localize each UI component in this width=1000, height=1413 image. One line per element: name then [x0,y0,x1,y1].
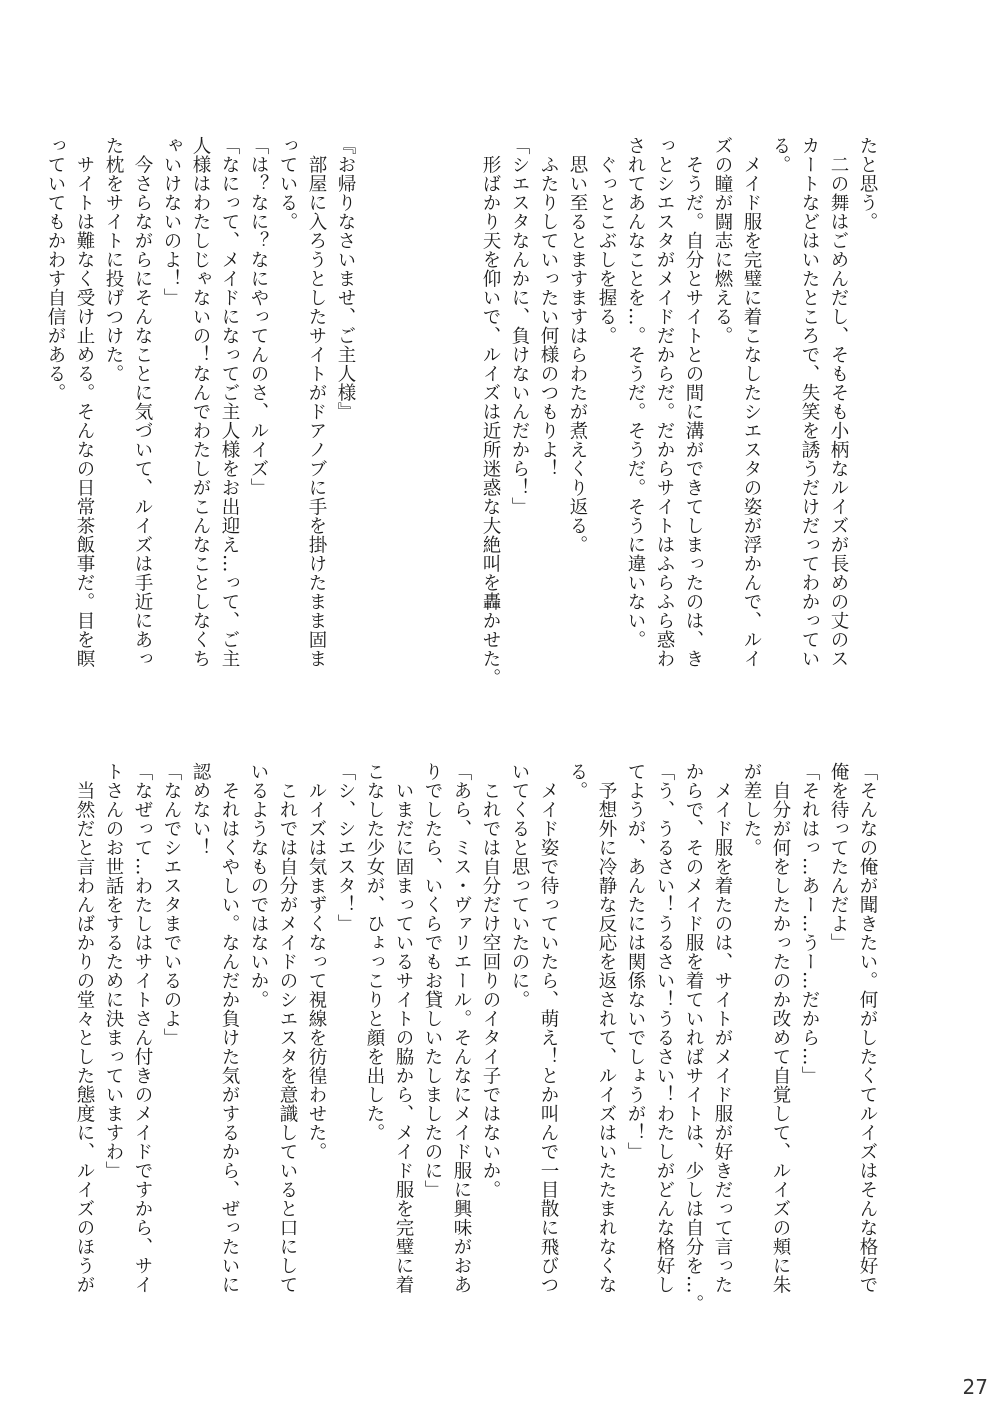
text-line: 当然だと言わんばかりの堂々とした態度に、ルイズのほうが [74,762,95,1294]
text-line: サイトは難なく受け止める。そんなの日常茶飯事だ。目を瞑 [74,136,95,668]
text-line: メイド服を着たのは、サイトがメイド服が好きだって言った [712,762,733,1294]
text-line: が差した。 [741,762,762,857]
text-line: りでしたら、いくらでもお貸しいたしましたのに」 [422,762,443,1199]
text-line: これでは自分がメイドのシエスタを意識していると口にして [277,762,298,1294]
text-line: る。 [567,762,588,800]
text-line: てようが、あんたには関係ないでしょうが！」 [625,762,646,1161]
text-line: っとシエスタがメイドだからだ。だからサイトはふらふら惑わ [654,136,675,668]
text-line: いてくると思っていたのに。 [509,762,530,1009]
text-line: 「は？なに？なにやってんのさ、ルイズ」 [248,136,269,497]
text-line: 二の舞はごめんだし、そもそも小柄なルイズが長めの丈のス [828,136,849,668]
text-line: 「う、うるさい！うるさい！うるさい！わたしがどんな格好し [654,762,675,1294]
text-line: メイド服を完璧に着こなしたシエスタの姿が浮かんで、ルイ [741,136,762,668]
text-line: トさんのお世話をするために決まっていますわ」 [103,762,124,1180]
text-line: 部屋に入ろうとしたサイトがドアノブに手を掛けたまま固ま [306,136,327,668]
text-line: ふたりしていったい何様のつもりよ！ [538,136,559,478]
text-line: 自分が何をしたかったのか改めて自覚して、ルイズの頬に朱 [770,762,791,1294]
text-line: 『お帰りなさいませ、ご主人様』 [335,136,356,421]
text-line: ルイズは気まずくなって視線を彷徨わせた。 [306,762,327,1161]
text-line: カートなどはいたところで、失笑を誘うだけだってわかってい [799,136,820,668]
text-line: っていてもかわす自信がある。 [45,136,66,402]
text-line: 形ばかり天を仰いで、ルイズは近所迷惑な大絶叫を轟かせた。 [480,136,501,687]
text-line: 人様はわたしじゃないの！なんでわたしがこんなことしなくち [190,136,211,668]
text-line: メイド姿で待っていたら、萌え！とか叫んで一目散に飛びつ [538,762,559,1294]
text-line: 「それはっ…あー…うー…だから…」 [799,762,820,1085]
text-line: 思い至るとますますはらわたが煮えくり返る。 [567,136,588,554]
text-line: ゃいけないのよ！」 [161,136,182,307]
text-line: た枕をサイトに投げつけた。 [103,136,124,383]
text-line: 「あら、ミス・ヴァリエール。そんなにメイド服に興味がおあ [451,762,472,1294]
text-line: 「シエスタなんかに、負けないんだから！」 [509,136,530,516]
text-line: 「なぜって…わたしはサイトさん付きのメイドですから、サイ [132,762,153,1294]
page-number: 27 [962,1375,988,1399]
text-line: 「なんでシエスタまでいるのよ」 [161,762,182,1047]
text-line: 俺を待ってたんだよ」 [828,762,849,952]
text-line: 「シ、シエスタ！」 [335,762,356,933]
text-line: ぐっとこぶしを握る。 [596,136,617,345]
text-line: こなした少女が、ひょっこりと顔を出した。 [364,762,385,1142]
text-line: 今さらながらにそんなことに気づいて、ルイズは手近にあっ [132,136,153,668]
text-line: っている。 [277,136,298,231]
text-line: る。 [770,136,791,174]
text-line: 「なにって、メイドになってご主人様をお出迎え…って、ご主 [219,136,240,668]
text-line [389,136,418,716]
text-line: いまだに固まっているサイトの脇から、メイド服を完璧に着 [393,762,414,1294]
text-line: そうだ。自分とサイトとの間に溝ができてしまったのは、き [683,136,704,668]
text-line: されてあんなことを…。そうだ。そうだ。そうに違いない。 [625,136,646,649]
text-line: それはくやしい。なんだか負けた気がするから、ぜったいに [219,762,240,1294]
text-line: たと思う。 [857,136,878,231]
text-column-bottom [74,762,882,1352]
text-line: ズの瞳が闘志に燃える。 [712,136,733,345]
text-line: これでは自分だけ空回りのイタイ子ではないか。 [480,762,501,1199]
text-line [418,136,447,716]
text-line: いるようなものではないか。 [248,762,269,1009]
text-line [447,136,476,716]
text-line [360,136,389,716]
text-line: 認めない！ [190,762,211,857]
text-line: 予想外に冷静な反応を返されて、ルイズはいたたまれなくな [596,762,617,1294]
text-column-top [45,136,882,716]
text-line: 「そんなの俺が聞きたい。何がしたくてルイズはそんな格好で [857,762,878,1294]
text-line: からで、そのメイド服を着ていればサイトは、少しは自分を…。 [683,762,704,1313]
